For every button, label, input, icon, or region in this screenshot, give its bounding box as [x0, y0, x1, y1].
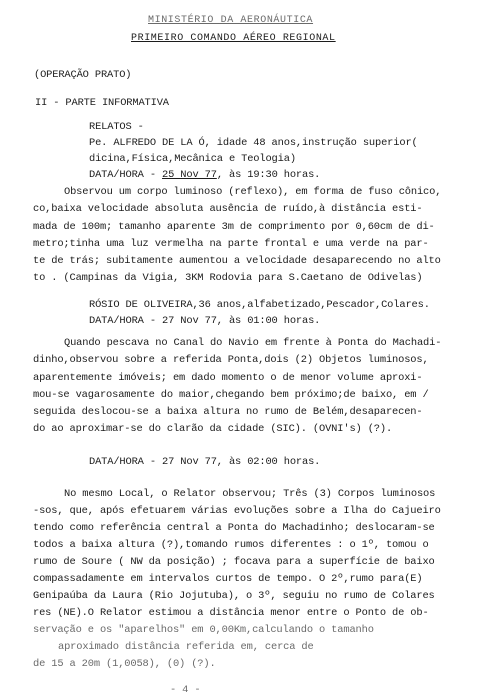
report-2-body-line: seguida deslocou-se a baixa altura no rumo de Belém,desaparecen- — [33, 406, 423, 418]
report-3-body-line: No mesmo Local, o Relator observou; Três (3) Corpos luminosos — [64, 488, 436, 500]
report-3-body-line: servação e os "aparelhos" em 0,00Km,calculando o tamanho — [33, 624, 374, 636]
report-3-body-line: aproximado distância referida em, cerca de — [58, 641, 314, 653]
section-title: II - PARTE INFORMATIVA — [35, 97, 169, 109]
header-ministry: MINISTÉRIO DA AERONÁUTICA — [148, 15, 314, 26]
operation-title: (OPERAÇÃO PRATO) — [34, 69, 132, 81]
time-text: , às 19:30 horas. — [216, 169, 321, 181]
report-2-body-line: mou-se vagarosamente do maior,chegando bem próximo;de baixo, em / — [33, 389, 429, 401]
report-3-body-line: -sos, que, após efetuarem várias evoluções sobre a Ilha do Cajueiro — [33, 505, 441, 517]
page-marker: - 4 - — [170, 684, 201, 696]
report-2-body-line: dinho,observou sobre a referida Ponta,dois (2) Objetos luminosos, — [33, 354, 429, 366]
report-3-body-line: compassadamente em intervalos curtos de tempo. O 2º,rumo para(E) — [33, 573, 423, 585]
report-1-body-line: Observou um corpo luminoso (reflexo), em forma de fuso cônico, — [64, 186, 442, 198]
report-3-body-line: rumo de Soure ( NW da posição) ; focava para a superfície de baixo — [33, 556, 435, 568]
header-command: PRIMEIRO COMANDO AÉREO REGIONAL — [131, 33, 336, 44]
report-2-body-line: aparentemente imóveis; em dado momento o de menor volume aproxi- — [33, 372, 423, 384]
report-2-body-line: Quando pescava no Canal do Navio em frente à Ponta do Machadi- — [64, 337, 442, 349]
report-1-body-line: mada de 100m; tamanho aparente 3m de comprimento por 0,60cm de di- — [33, 221, 435, 233]
witness-1-line-2: dicina,Física,Mecânica e Teologia) — [89, 153, 296, 165]
report-2-datetime: DATA/HORA - 27 Nov 77, às 01:00 horas. — [89, 315, 321, 327]
report-3-body-line: Genipaúba da Laura (Rio Jojutuba), o 3º, seguiu no rumo de Colares — [33, 590, 435, 602]
date-value-underlined: 25 Nov 77 — [162, 169, 217, 181]
report-1-body-line: metro;tinha uma luz vermelha na parte frontal e uma verde na par- — [33, 238, 429, 250]
witness-1-line-1: Pe. ALFREDO DE LA Ó, idade 48 anos,instrução superior( — [89, 137, 418, 149]
report-3-body-line: tendo como referência central a Ponta do Machadinho; deslocaram-se — [33, 522, 435, 534]
report-1-body-line: to . (Campinas da Vigia, 3KM Rodovia para S.Caetano de Odivelas) — [33, 272, 423, 284]
report-1-datetime — [89, 169, 320, 181]
relatos-heading: RELATOS - — [89, 121, 144, 133]
date-label: DATA/HORA - — [89, 169, 163, 181]
report-3-body-line: todos a baixa altura (?),tomando rumos diferentes : o 1º, tomou o — [33, 539, 429, 551]
witness-2: RÓSIO DE OLIVEIRA,36 anos,alfabetizado,Pescador,Colares. — [89, 299, 430, 311]
report-2-body-line: do ao aproximar-se do clarão da cidade (SIC). (OVNI's) (?). — [33, 423, 393, 435]
report-1-body-line: te de trás; subitamente aumentou a velocidade desaparecendo no alto — [33, 255, 441, 267]
report-3-body-line: res (NE).O Relator estimou a distância menor entre o Ponto de ob- — [33, 607, 429, 619]
report-1-body-line: co,baixa velocidade absoluta ausência de ruído,à distância esti- — [33, 203, 423, 215]
report-3-body-line: de 15 a 20m (1,0058), (0) (?). — [33, 658, 216, 670]
report-3-datetime: DATA/HORA - 27 Nov 77, às 02:00 horas. — [89, 456, 321, 468]
